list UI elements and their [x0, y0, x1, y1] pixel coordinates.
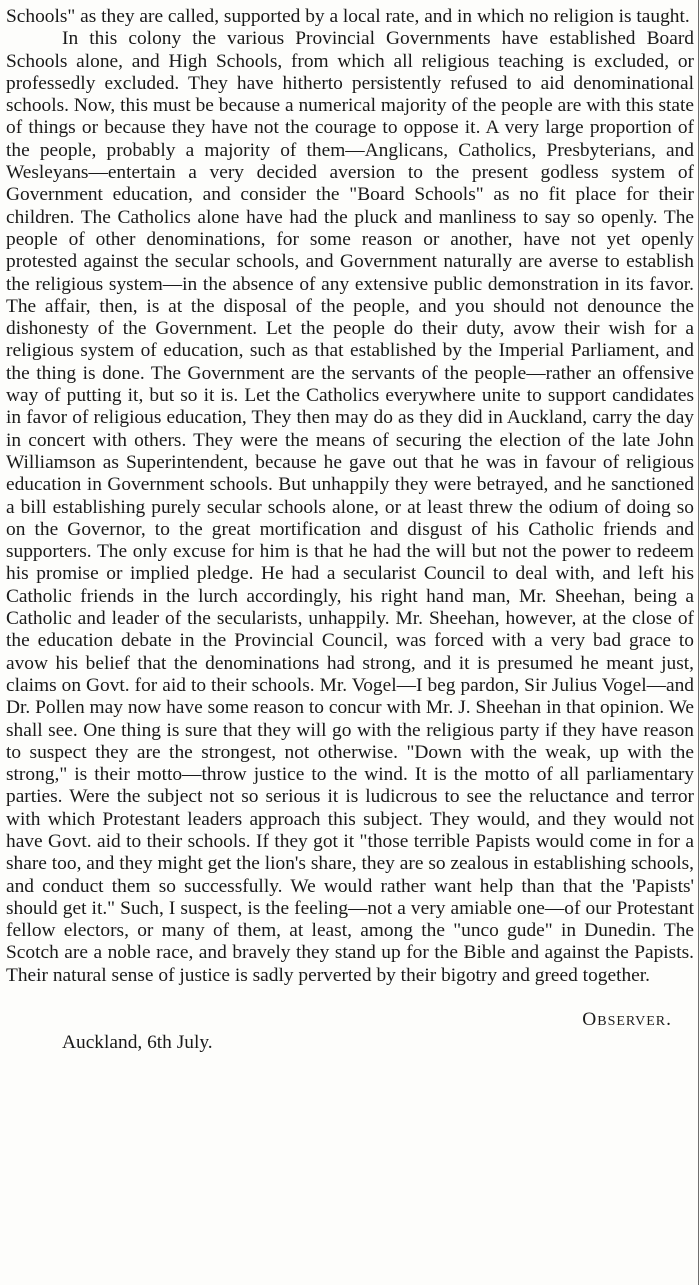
signature: Observer.	[582, 1009, 672, 1031]
dateline: Auckland, 6th July.	[62, 1031, 213, 1053]
paragraph-opening: Schools" as they are called, supported by a local rate, and in which no religion is taught.	[6, 6, 690, 27]
signature-row	[6, 987, 694, 1009]
letter-article	[6, 6, 694, 1054]
column-rule	[698, 0, 699, 1285]
paragraph-body: In this colony the various Provincial Governments have established Board Schools alone, and High Schools, from which all religious teaching is excluded, or professedly excluded. They have hitherto persistently refused to aid denominational schools. Now, this must be because a numerical majority of the people are with this state of things or because they have not the courage to oppose it. A very large proportion of the people, probably a majority of them—Anglicans, Catholics, Presbyterians, and Wesleyans—entertain a very decided aversion to the present godless system of Government education, and consider the "Board Schools" as no fit place for their children. The Catholics alone have had the pluck and manliness to say so openly. The people of other denominations, for some reason or another, have not yet openly protested against the secular schools, and Government naturally are averse to establish the religious system—in the absence of any extensive public demonstration in its favor. The affair, then, is at the disposal of the people, and you should not denounce the dishonesty of the Government. Let the people do their duty, avow their wish for a religious system of education, such as that established by the Imperial Parliament, and the thing is done. The Government are the servants of the people—rather an offensive way of putting it, but so it is. Let the Catholics everywhere unite to support candidates in favor of religious education, They then may do as they did in Auckland, carry the day in concert with others. They were the means of securing the election of the late John Williamson as Superintendent, because he gave out that he was in favour of religious education in Government schools. But unhappily they were betrayed, and he sanctioned a bill establishing purely secular schools alone, or at least threw the odium of doing so on the Governor, to the great mortification and disgust of his Catholic friends and supporters. The only excuse for him is that he had the will but not the power to redeem his promise or implied pledge. He had a secularist Council to deal with, and left his Catholic friends in the lurch accordingly, his right hand man, Mr. Sheehan, being a Catholic and leader of the secularists, unhappily. Mr. Sheehan, however, at the close of the education debate in the Provincial Council, was forced with a very bad grace to avow his belief that the denominations had strong, and it is presumed he meant just, claims on Govt. for aid to their schools. Mr. Vogel—I beg pardon, Sir Julius Vogel—and Dr. Pollen may now have some reason to concur with Mr. J. Sheehan in that opinion. We shall see. One thing is sure that they will go with the religious party if they have reason to suspect they are the strongest, not otherwise. "Down with the weak, up with the strong," is their motto—throw justice to the wind. It is the motto of all parliamentary parties. Were the subject not so serious it is ludicrous to see the reluctance and terror with which Protestant leaders approach this subject. They would, and they would not have Govt. aid to their schools. If they got it "those terrible Papists would come in for a share too, and they might get the lion's share, they are so zealous in establishing schools, and conduct them so successfully. We would rather want help than that the 'Papists' should get it." Such, I suspect, is the feeling—not a very amiable one—of our Protestant fellow electors, or many of them, at least, among the "unco gude" in Dunedin. The Scotch are a noble race, and bravely they stand up for the Bible and against the Papists. Their natural sense of justice is sadly perverted by their bigotry and greed together.	[6, 28, 694, 986]
